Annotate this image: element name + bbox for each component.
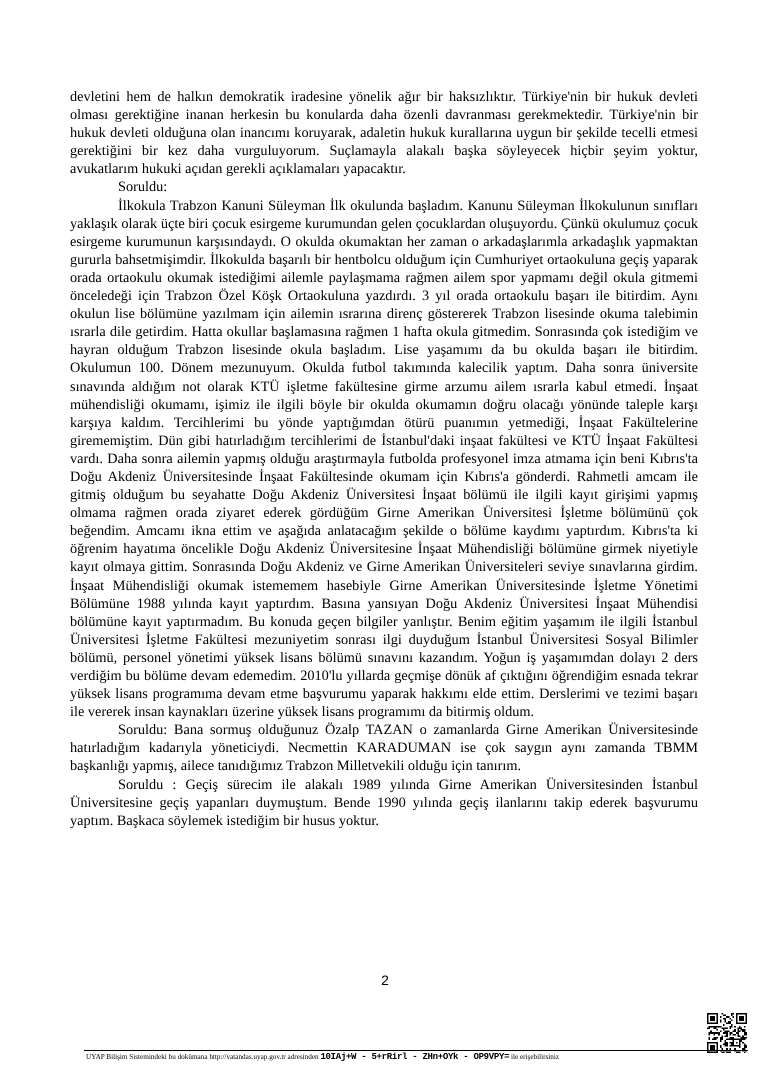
- paragraph-question-transfer: Soruldu : Geçiş sürecim ile alakalı 1989 yılında Girne Amerikan Üniversitesinden İstanbul Üniversitesine geçiş yapanları duymuştum. Bende 1990 yılında geçiş ilanlarını takip ederek başvurumu yaptım. Başkaca söylemek istediğim bir husus yoktur.: [70, 776, 698, 829]
- footer-suffix: ile erişebilirsiniz: [510, 1053, 560, 1061]
- paragraph-education-statement: İlkokula Trabzon Kanuni Süleyman İlk okulunda başladım. Kanunu Süleyman İlkokulunun sınıfları yaklaşık olarak üçte biri çocuk esirgeme kurumundan gelen çocuklardan oluşuyordu. Çünkü okulumuz çocuk esirgeme kurumunun karşısındaydı. O okulda okumaktan her zaman o arkadaşlarımla arkadaşlık yapmaktan gururla bahsetmişimdir. İlkokulda başarılı bir hentbolcu olduğum için Cumhuriyet ortaokuluna geçiş yaparak orada ortaokulu okumak istediğimi ailemle paylaşmama rağmen ailem spor yapmamı değil okula gitmemi önceledeği için Trabzon Özel Köşk Ortaokuluna yazdırdı. 3 yıl orada ortaokulu başarı ile bitirdim. Aynı okulun lise bölümüne yazılmam için ailemin ısrarına direnç göstererek Trabzon lisesinde okuma talebimin ısrarla dile getirdim. Hatta okullar başlamasına rağmen 1 hafta okula gitmedim. Sonrasında çok istediğim ve hayran olduğum Trabzon lisesinde okula başladım. Lise yaşamımı da bu okulda başarı ile bitirdim. Okulumun 100. Dönem mezunuyum. Okulda futbol takımında kalecilik yaptım. Daha sonra üniversite sınavında aldığım not olarak KTÜ işletme fakültesine girme arzumu ailem ısrarla kabul etmedi. İnşaat mühendisliği okumamı, işimiz ile ilgili böyle bir okulda okumamın doğru olacağı yönünde taleple karşı karşıya kaldım. Tercihlerimi bu yönde yaptığımdan ötürü puanımın yetmediği, İnşaat Fakültelerine girememiştim. Dün gibi hatırladığım tercihlerimi de İstanbul'daki inşaat fakültesi ve KTÜ İnşaat Fakültesi vardı. Daha sonra ailemin yapmış olduğu araştırmayla futbolda profesyonel imza atmama için beni Kıbrıs'ta Doğu Akdeniz Üniversitesinde İnşaat Fakültesinde okumam için Kıbrıs'a gönderdi. Rahmetli amcam ile gitmiş olduğum bu seyahatte Doğu Akdeniz Üniversitesi İnşaat bölümü ile ilgili kayıt girişimi yapmış olmama rağmen orada ziyaret ederek gördüğüm Girne Amerikan Üniversitesi İşletme bölümünü çok beğendim. Amcamı ikna ettim ve aşağıda anlatacağım şekilde o bölüme kaydımı yaptırdım. Kıbrıs'ta ki öğrenim hayatıma öncelikle Doğu Akdeniz Üniversitesine İnşaat Mühendisliği bölümüne girmek niyetiyle kayıt olmaya gittim. Sonrasında Doğu Akdeniz ve Girne Amerikan Üniversiteleri seviye sınavlarına girdim. İnşaat Mühendisliği okumak istememem hasebiyle Girne Amerikan Üniversitesinde İşletme Yönetimi Bölümüne 1988 yılında kayıt yaptırdım. Basına yansıyan Doğu Akdeniz Üniversitesi İnşaat Mühendisi bölümüne kayıt yaptırmadım. Bu konuda geçen bilgiler yanlıştır. Benim eğitim yaşamım ile ilgili İstanbul Üniversitesi İşletme Fakültesi mezuniyetim sonrası ilgi duyduğum İstanbul Üniversitesi Sosyal Bilimler bölümü, personel yönetimi yüksek lisans bölümü sınavını kazandım. Yoğun iş yaşamımdan dolayı 2 ders verdiğim bu bölüme devam edemedim. 2010'lu yıllarda geçmişe dönük af çıktığını öğrendiğim esnada tekrar yüksek lisans programıma devam etme başvurumu yaparak hakkımı elde ettim. Derslerimi ve tezimi başarı ile vererek insan kaynakları üzerine yüksek lisans programımı da bitirmiş oldum.: [70, 197, 698, 721]
- footer-prefix: UYAP Bilişim Sistemindeki bu dokümana http://vatandas.uyap.gov.tr adresinden: [86, 1053, 319, 1061]
- paragraph-question-tazan: Soruldu: Bana sormuş olduğunuz Özalp TAZAN o zamanlarda Girne Amerikan Üniversitesinde hatırladığım kadarıyla yöneticiydi. Necmettin KARADUMAN ise çok saygın aynı zamanda TBMM başkanlığı yapmış, ailece tanıdığımız Trabzon Milletvekili olduğu için tanırım.: [70, 722, 698, 775]
- document-verification-code: 10IAj+W - 5+rRirl - ZHn+OYk - OP9VPY=: [320, 1052, 510, 1062]
- footer-divider: [84, 1050, 748, 1051]
- paragraph-intro: devletini hem de halkın demokratik iradesine yönelik ağır bir haksızlıktır. Türkiye'nin bir hukuk devleti olması gerektiğine inanan herkesin bu konularda daha özenli davranması gerekmektedir. Türkiye'nin bir hukuk devleti olduğuna olan inancımı koruyarak, adaletin hukuk kurallarına uygun bir şekilde tecelli etmesi gerektiğini bir kez daha vurguluyorum. Suçlamayla alakalı başka söyleyecek hiçbir şeyim yoktur, avukatlarım hukuki açıdan gerekli açıklamaları yapacaktır.: [70, 89, 698, 178]
- document-body: [70, 88, 698, 830]
- footer: [86, 1052, 748, 1062]
- qr-code-icon: [707, 1013, 747, 1053]
- page-number: 2: [381, 972, 389, 988]
- paragraph-question-label: Soruldu:: [118, 179, 168, 196]
